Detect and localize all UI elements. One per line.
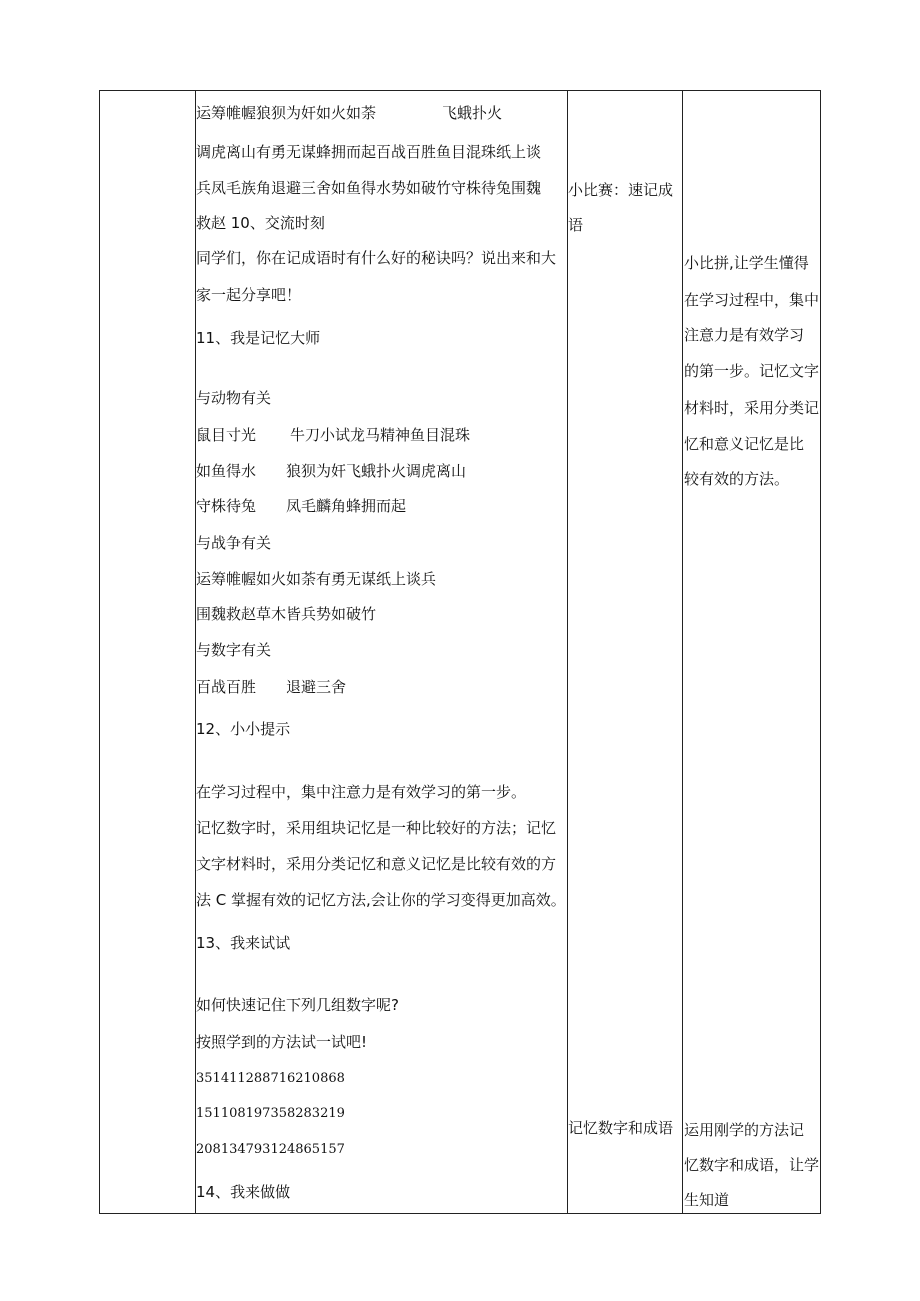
intent-text: 材料时，采用分类记 bbox=[684, 399, 820, 417]
idiom-group: 围魏救赵草木皆兵势如破竹 bbox=[196, 605, 377, 623]
intent-text: 在学习过程中，集中 bbox=[684, 291, 820, 309]
text-line: 同学们，你在记成语时有什么好的秘诀吗？说出来和大 bbox=[196, 249, 557, 267]
intent-text: 较有效的方法。 bbox=[684, 470, 790, 488]
section-heading: 13、我来试试 bbox=[196, 934, 291, 952]
idiom-group: 百战百胜 bbox=[196, 678, 257, 696]
idiom-group: 运筹帷幄如火如荼有勇无谋纸上谈兵 bbox=[196, 570, 437, 588]
text-line: 兵凤毛族角退避三舍如鱼得水势如破竹守株待兔围魏 bbox=[196, 179, 542, 197]
activity-text: 小比赛：速记成 bbox=[568, 181, 674, 199]
column-divider bbox=[682, 91, 683, 1213]
text-line: 如何快速记住下列几组数字呢? bbox=[196, 996, 399, 1014]
number-group: 151108197358283219 bbox=[196, 1106, 345, 1121]
idiom-group: 如鱼得水 bbox=[196, 462, 257, 480]
section-heading: 12、小小提示 bbox=[196, 720, 291, 738]
intent-text: 小比拼,让学生懂得 bbox=[684, 254, 809, 272]
category-heading: 与动物有关 bbox=[196, 389, 272, 407]
number-group: 351411288716210868 bbox=[196, 1071, 345, 1086]
intent-text: 忆和意义记忆是比 bbox=[684, 435, 805, 453]
idiom-group: 守株待兔 bbox=[196, 497, 257, 515]
text-line: 在学习过程中，集中注意力是有效学习的第一步。 bbox=[196, 783, 527, 801]
category-heading: 与数字有关 bbox=[196, 641, 272, 659]
intent-text: 生知道 bbox=[684, 1191, 730, 1209]
category-heading: 与战争有关 bbox=[196, 534, 272, 552]
text-line: 调虎离山有勇无谋蜂拥而起百战百胜鱼目混珠纸上谈 bbox=[196, 143, 542, 161]
idiom-group: 狼狈为奸飞蛾扑火调虎离山 bbox=[286, 462, 467, 480]
section-heading: 14、我来做做 bbox=[196, 1183, 291, 1201]
text-line: 法 C 掌握有效的记忆方法,会让你的学习变得更加高效。 bbox=[196, 891, 566, 909]
text-line: 飞蛾扑火 bbox=[442, 104, 503, 122]
section-heading: 11、我是记忆大师 bbox=[196, 329, 321, 347]
number-group: 208134793124865157 bbox=[196, 1142, 345, 1157]
text-line: 运筹帷幄狼狈为奸如火如荼 bbox=[196, 104, 377, 122]
text-line: 记忆数字时，采用组块记忆是一种比较好的方法；记忆 bbox=[196, 819, 557, 837]
idiom-group: 凤毛麟角蜂拥而起 bbox=[286, 497, 407, 515]
intent-text: 注意力是有效学习 bbox=[684, 326, 805, 344]
text-line: 按照学到的方法试一试吧! bbox=[196, 1033, 368, 1051]
column-divider bbox=[567, 91, 568, 1213]
intent-text: 忆数字和成语，让学 bbox=[684, 1156, 820, 1174]
text-line: 家一起分享吧！ bbox=[196, 286, 302, 304]
idiom-group: 牛刀小试龙马精神鱼目混珠 bbox=[290, 426, 471, 444]
idiom-group: 退避三舍 bbox=[286, 678, 347, 696]
idiom-group: 鼠目寸光 bbox=[196, 426, 257, 444]
text-line: 救赵 10、交流时刻 bbox=[196, 214, 325, 232]
intent-text: 的第一步。记忆文字 bbox=[684, 362, 820, 380]
text-line: 文字材料时，采用分类记忆和意义记忆是比较有效的方 bbox=[196, 855, 557, 873]
activity-text: 记忆数字和成语 bbox=[568, 1119, 674, 1137]
activity-text: 语 bbox=[568, 216, 584, 234]
intent-text: 运用刚学的方法记 bbox=[684, 1121, 805, 1139]
